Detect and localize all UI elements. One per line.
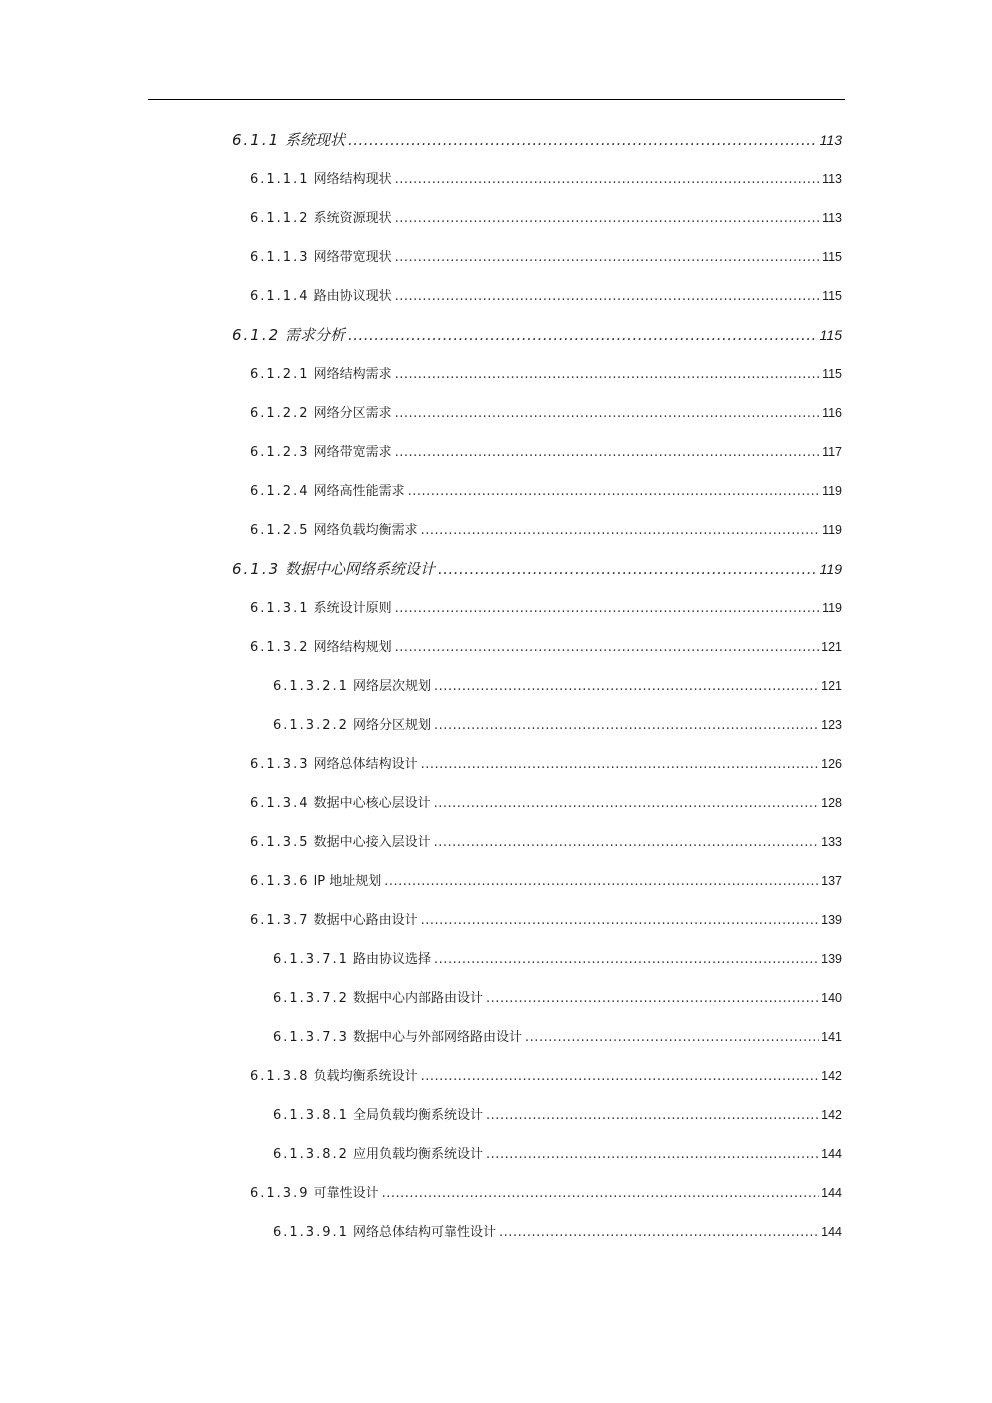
toc-entry-level-2[interactable] — [250, 869, 842, 893]
toc-page-number: 113 — [819, 132, 842, 148]
toc-entry-title: 需求分析 — [284, 326, 345, 344]
toc-entry-label — [250, 207, 392, 231]
toc-dot-leader — [395, 168, 820, 192]
toc-entry-label — [250, 792, 431, 816]
toc-entry-level-2[interactable] — [250, 1181, 842, 1205]
toc-entry-title: 负载均衡系统设计 — [313, 1069, 418, 1084]
toc-entry-label — [273, 1104, 483, 1128]
toc-dot-leader — [434, 792, 820, 816]
toc-dot-leader — [525, 1026, 819, 1050]
toc-dot-leader — [434, 714, 819, 738]
toc-entry-title: 路由协议现状 — [313, 289, 392, 304]
toc-dot-leader — [384, 870, 819, 894]
toc-entry-title: 网络结构需求 — [313, 367, 392, 382]
toc-entry-number: 6.1.2.4 — [250, 484, 310, 499]
toc-page-number: 115 — [822, 367, 842, 381]
toc-entry-title: 全局负载均衡系统设计 — [353, 1108, 484, 1123]
toc-entry-number: 6.1.3.5 — [250, 835, 310, 850]
toc-dot-leader — [382, 1182, 820, 1206]
toc-page-number: 141 — [821, 1030, 842, 1044]
toc-entry-label — [250, 168, 392, 192]
toc-entry-label — [250, 1182, 379, 1206]
toc-entry-number: 6.1.3.7.1 — [273, 952, 349, 967]
toc-entry-level-2[interactable] — [250, 830, 842, 854]
toc-entry-number: 6.1.3.6 — [250, 874, 310, 889]
toc-entry-number: 6.1.3.2.1 — [273, 679, 349, 694]
toc-entry-label — [232, 557, 435, 581]
toc-entry-level-2[interactable] — [250, 206, 842, 230]
toc-entry-label — [250, 909, 418, 933]
toc-entry-title: 系统现状 — [284, 131, 345, 149]
toc-entry-number: 6.1.2.5 — [250, 523, 310, 538]
toc-entry-label — [232, 323, 345, 347]
toc-entry-level-2[interactable] — [250, 401, 842, 425]
toc-dot-leader — [421, 753, 820, 777]
toc-page-number: 139 — [821, 952, 842, 966]
toc-page-number: 113 — [822, 172, 842, 186]
toc-entry-level-3[interactable] — [273, 1220, 842, 1244]
toc-entry-level-3[interactable] — [273, 1103, 842, 1127]
toc-entry-level-2[interactable] — [250, 284, 842, 308]
toc-entry-label — [273, 1026, 522, 1050]
toc-page-number: 116 — [822, 406, 842, 420]
toc-entry-number: 6.1.1.3 — [250, 250, 310, 265]
toc-entry-number: 6.1.3.9.1 — [273, 1225, 349, 1240]
toc-page-number: 142 — [821, 1069, 842, 1083]
toc-entry-level-2[interactable] — [250, 908, 842, 932]
toc-entry-number: 6.1.2.2 — [250, 406, 310, 421]
toc-entry-title: 网络带宽现状 — [313, 250, 392, 265]
toc-entry-title: 网络结构现状 — [313, 172, 392, 187]
toc-page-number: 121 — [821, 640, 842, 654]
toc-entry-number: 6.1.3.4 — [250, 796, 310, 811]
toc-entry-label — [250, 870, 381, 894]
toc-entry-label — [273, 987, 483, 1011]
toc-entry-title: 应用负载均衡系统设计 — [353, 1147, 484, 1162]
toc-entry-level-3[interactable] — [273, 674, 842, 698]
toc-entry-label — [250, 363, 392, 387]
toc-entry-number: 6.1.1.4 — [250, 289, 310, 304]
toc-entry-title: 系统资源现状 — [313, 211, 392, 226]
toc-entry-number: 6.1.3.9 — [250, 1186, 310, 1201]
toc-dot-leader — [395, 402, 820, 426]
toc-entry-label — [273, 675, 431, 699]
toc-entry-level-2[interactable] — [250, 479, 842, 503]
toc-entry-level-2[interactable] — [250, 1064, 842, 1088]
toc-page-number: 142 — [821, 1108, 842, 1122]
toc-entry-title: 系统设计原则 — [313, 601, 392, 616]
toc-entry-label — [232, 128, 345, 152]
toc-dot-leader — [421, 519, 820, 543]
toc-entry-number: 6.1.1 — [232, 131, 281, 149]
toc-page-number: 123 — [821, 718, 842, 732]
toc-entry-number: 6.1.1.2 — [250, 211, 310, 226]
toc-entry-title: 数据中心网络系统设计 — [284, 560, 435, 578]
toc-entry-title: 网络分区需求 — [313, 406, 392, 421]
toc-entry-label — [273, 714, 431, 738]
toc-dot-leader — [408, 480, 820, 504]
toc-entry-level-2[interactable] — [250, 362, 842, 386]
toc-entry-number: 6.1.3.8.2 — [273, 1147, 349, 1162]
toc-dot-leader — [486, 987, 819, 1011]
toc-entry-level-3[interactable] — [273, 986, 842, 1010]
toc-dot-leader — [434, 948, 819, 972]
toc-dot-leader — [348, 323, 818, 347]
toc-entry-title: lP 地址规划 — [313, 874, 382, 889]
toc-entry-title: 网络层次规划 — [353, 679, 432, 694]
toc-page-number: 119 — [822, 484, 842, 498]
toc-dot-leader — [486, 1143, 819, 1167]
toc-entry-level-3[interactable] — [273, 1142, 842, 1166]
toc-entry-number: 6.1.3.7.3 — [273, 1030, 349, 1045]
toc-page-number: 133 — [821, 835, 842, 849]
toc-dot-leader — [499, 1221, 819, 1245]
toc-entry-level-2[interactable] — [250, 596, 842, 620]
toc-entry-level-1[interactable] — [232, 557, 842, 581]
toc-entry-label — [273, 948, 431, 972]
toc-dot-leader — [395, 441, 820, 465]
toc-entry-level-2[interactable] — [250, 635, 842, 659]
toc-page-number: 144 — [821, 1225, 842, 1239]
toc-entry-level-3[interactable] — [273, 947, 842, 971]
toc-page-number: 115 — [822, 289, 842, 303]
toc-entry-number: 6.1.3.8 — [250, 1069, 310, 1084]
toc-entry-number: 6.1.3.2 — [250, 640, 310, 655]
toc-entry-level-2[interactable] — [250, 518, 842, 542]
toc-page-number: 137 — [821, 874, 842, 888]
toc-page-number: 144 — [821, 1186, 842, 1200]
toc-entry-number: 6.1.3.8.1 — [273, 1108, 349, 1123]
toc-entry-title: 网络分区规划 — [353, 718, 432, 733]
toc-entry-number: 6.1.2.1 — [250, 367, 310, 382]
toc-dot-leader — [438, 557, 818, 581]
toc-dot-leader — [434, 831, 820, 855]
toc-entry-number: 6.1.1.1 — [250, 172, 310, 187]
toc-page-number: 119 — [822, 601, 842, 615]
toc-entry-title: 可靠性设计 — [313, 1186, 379, 1201]
toc-entry-level-3[interactable] — [273, 713, 842, 737]
toc-dot-leader — [395, 207, 820, 231]
toc-entry-number: 6.1.3.7.2 — [273, 991, 349, 1006]
toc-entry-level-2[interactable] — [250, 167, 842, 191]
toc-page-number: 140 — [821, 991, 842, 1005]
toc-dot-leader — [395, 246, 820, 270]
toc-dot-leader — [395, 636, 820, 660]
toc-page-number: 128 — [821, 796, 842, 810]
toc-page-number: 119 — [822, 523, 842, 537]
toc-entry-label — [250, 597, 392, 621]
toc-entry-level-2[interactable] — [250, 245, 842, 269]
toc-entry-number: 6.1.3 — [232, 560, 281, 578]
toc-page-number: 119 — [819, 561, 842, 577]
toc-entry-label — [273, 1221, 496, 1245]
toc-entry-number: 6.1.3.7 — [250, 913, 310, 928]
toc-dot-leader — [486, 1104, 819, 1128]
header-rule — [148, 99, 845, 100]
toc-entry-level-2[interactable] — [250, 440, 842, 464]
toc-entry-level-2[interactable] — [250, 791, 842, 815]
toc-entry-label — [273, 1143, 483, 1167]
toc-entry-label — [250, 246, 392, 270]
toc-entry-title: 网络结构规划 — [313, 640, 392, 655]
toc-entry-title: 数据中心内部路由设计 — [353, 991, 484, 1006]
toc-entry-level-1[interactable] — [232, 128, 842, 152]
toc-entry-number: 6.1.2 — [232, 326, 281, 344]
toc-entry-label — [250, 831, 431, 855]
toc-entry-title: 路由协议选择 — [353, 952, 432, 967]
toc-dot-leader — [421, 909, 820, 933]
toc-entry-level-2[interactable] — [250, 752, 842, 776]
toc-page-number: 115 — [819, 327, 842, 343]
toc-entry-label — [250, 480, 405, 504]
toc-page-number: 117 — [822, 445, 842, 459]
toc-page-number: 115 — [822, 250, 842, 264]
toc-entry-title: 网络高性能需求 — [313, 484, 405, 499]
toc-entry-level-3[interactable] — [273, 1025, 842, 1049]
toc-entry-title: 网络总体结构设计 — [313, 757, 418, 772]
toc-entry-title: 数据中心路由设计 — [313, 913, 418, 928]
toc-page-number: 144 — [821, 1147, 842, 1161]
toc-entry-title: 数据中心核心层设计 — [313, 796, 431, 811]
toc-entry-title: 网络带宽需求 — [313, 445, 392, 460]
toc-entry-number: 6.1.2.3 — [250, 445, 310, 460]
toc-entry-label — [250, 402, 392, 426]
toc-entry-title: 网络总体结构可靠性设计 — [353, 1225, 497, 1240]
toc-page-number: 121 — [821, 679, 842, 693]
toc-page-number: 139 — [821, 913, 842, 927]
toc-dot-leader — [434, 675, 819, 699]
toc-dot-leader — [395, 597, 820, 621]
toc-entry-label — [250, 285, 392, 309]
toc-entry-number: 6.1.3.1 — [250, 601, 310, 616]
toc-dot-leader — [348, 128, 818, 152]
toc-entry-number: 6.1.3.3 — [250, 757, 310, 772]
toc-entry-label — [250, 519, 418, 543]
toc-dot-leader — [395, 363, 820, 387]
toc-dot-leader — [421, 1065, 820, 1089]
toc-entry-title: 数据中心与外部网络路由设计 — [353, 1030, 523, 1045]
toc-entry-label — [250, 1065, 418, 1089]
toc-page-number: 126 — [821, 757, 842, 771]
toc-entry-level-1[interactable] — [232, 323, 842, 347]
toc-entry-label — [250, 753, 418, 777]
toc-entry-number: 6.1.3.2.2 — [273, 718, 349, 733]
toc-entry-label — [250, 636, 392, 660]
toc-entry-title: 数据中心接入层设计 — [313, 835, 431, 850]
toc-entry-title: 网络负载均衡需求 — [313, 523, 418, 538]
toc-page-number: 113 — [822, 211, 842, 225]
toc-dot-leader — [395, 285, 820, 309]
toc-entry-label — [250, 441, 392, 465]
